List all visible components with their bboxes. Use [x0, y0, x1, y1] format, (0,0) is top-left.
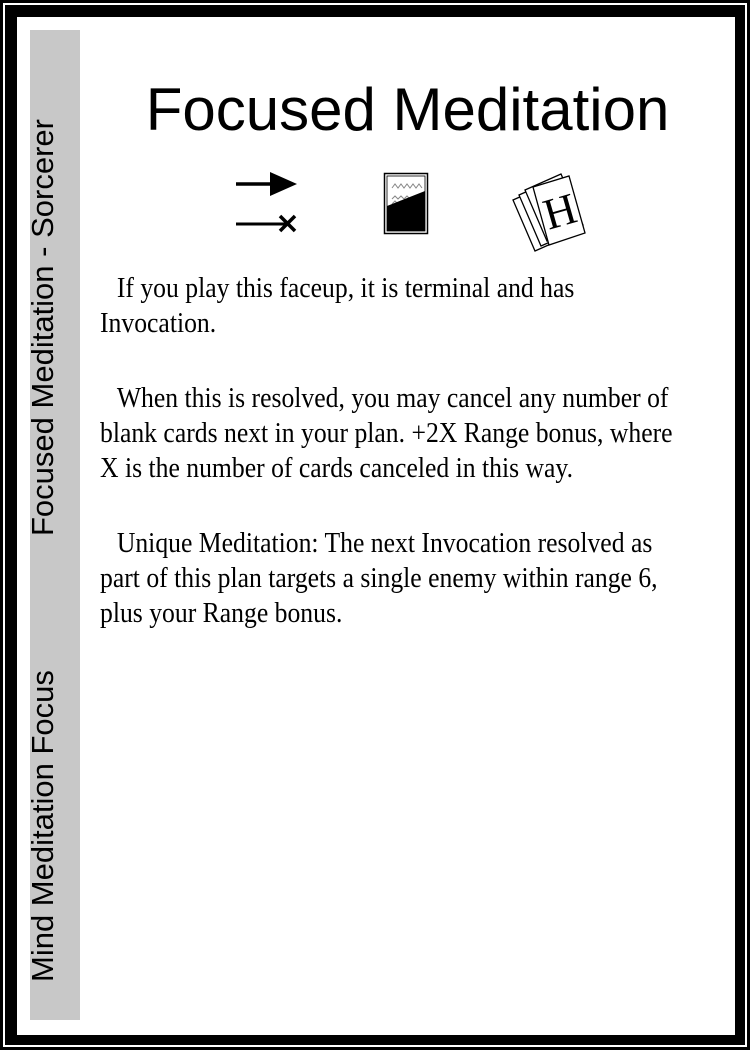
rules-paragraph: When this is resolved, you may cancel any number of blank cards next in your plan. +2X Range bonus, where X is the number of cards canceled in this way. [100, 382, 673, 484]
card-rules-text [100, 271, 693, 671]
rules-paragraph: If you play this faceup, it is terminal and has Invocation. [100, 272, 575, 339]
rules-paragraph: Unique Meditation: The next Invocation resolved as part of this plan targets a single enemy within range 6, plus your Range bonus. [100, 527, 658, 629]
card-title: Focused Meditation [145, 76, 670, 143]
hand-cards-icon [505, 162, 597, 254]
sidebar-card-name-class: Focused Meditation - Sorcerer [25, 119, 60, 536]
game-card [17, 17, 735, 1035]
sidebar-keywords: Mind Meditation Focus [25, 670, 60, 982]
arrow-terminal-icon [232, 167, 302, 237]
hand-icon-letter: H [537, 183, 582, 240]
card-faceup-icon [381, 171, 431, 237]
